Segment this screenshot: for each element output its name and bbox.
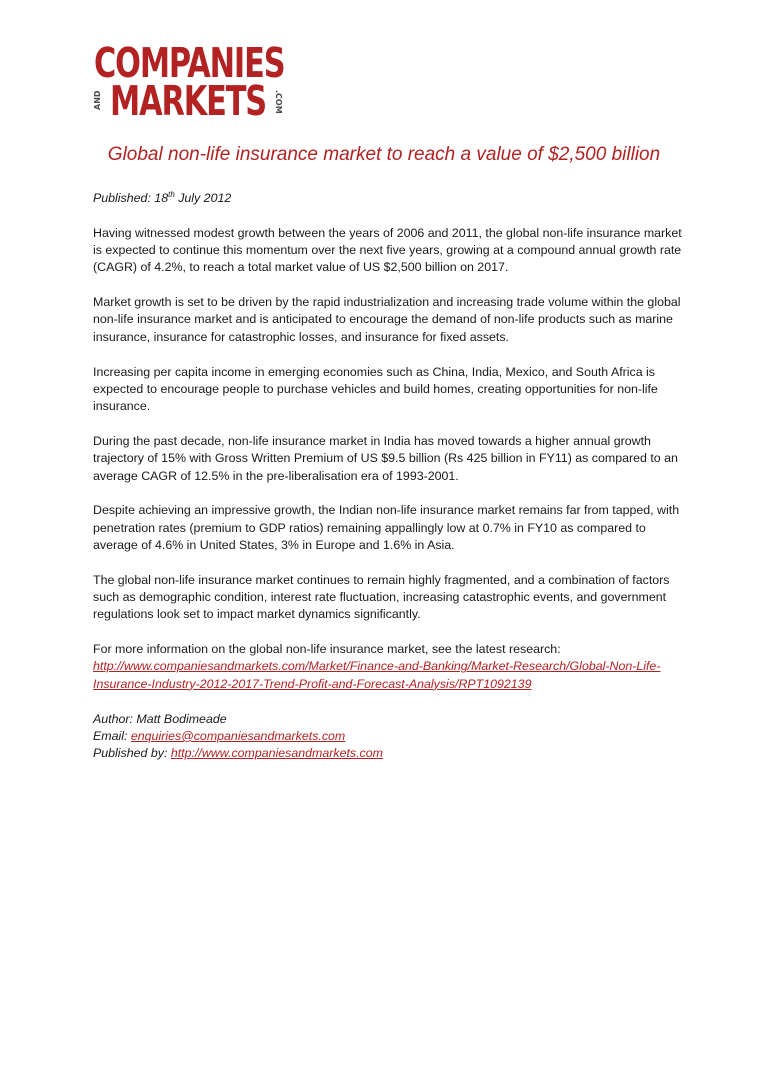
paragraph-5: Despite achieving an impressive growth, the Indian non-life insurance market remains far from tapped, with penetration rates (premium to GDP ratios) remaining appallingly low at 0.7% in FY10 as compared to average of 4.6% in United States, 3% in Europe and 1.6% in Asia. — [93, 503, 680, 552]
published-date — [93, 190, 683, 207]
paragraph-1: Having witnessed modest growth between the years of 2006 and 2011, the global non-life insurance market is expected to continue this momentum over the next five years, growing at a compound annual growth rate (CAGR) of 4.2%, to reach a total market value of US $2,500 billion on 2017. — [93, 225, 682, 275]
more-info-text: For more information on the global non-life insurance market, see the latest research: — [93, 642, 561, 657]
author-line: Author: Matt Bodimeade — [93, 711, 227, 726]
email-label: Email: — [93, 728, 131, 743]
published-suffix: th — [168, 189, 175, 199]
publisher-line — [93, 745, 683, 762]
publisher-link[interactable]: http://www.companiesandmarkets.com — [170, 746, 383, 761]
paragraph-6: The global non-life insurance market continues to remain highly fragmented, and a combination of factors such as demographic condition, interest rate fluctuation, increasing catastrophic events, and government regulations look set to impact market dynamics significantly. — [93, 572, 670, 622]
companiesandmarkets-logo — [93, 39, 294, 125]
press-release-body — [93, 190, 683, 762]
paragraph-3: Increasing per capita income in emerging economies such as China, India, Mexico, and South Africa is expected to encourage people to purchase vehicles and build homes, creating opportunities for non-life insurance. — [93, 364, 658, 414]
publisher-label: Published by: — [93, 746, 171, 761]
published-rest: July 2012 — [174, 191, 232, 205]
email-link[interactable]: enquiries@companiesandmarkets.com — [130, 728, 346, 743]
logo-line-companies: COMPANIES — [94, 39, 285, 87]
logo-and: AND — [93, 90, 102, 110]
research-link[interactable]: http://www.companiesandmarkets.com/Market/Finance-and-Banking/Market-Research/Global-Non-Life-Insurance-Industry-2012-2017-Trend-Profit-and-Forecast-Analysis/RPT1092139 — [93, 659, 661, 691]
paragraph-2: Market growth is set to be driven by the rapid industrialization and increasing trade volume within the global non-life insurance market and is anticipated to encourage the demand of non-life products such as marine insurance, insurance for catastrophic losses, and insurance for fixed assets. — [93, 295, 681, 344]
paragraph-4: During the past decade, non-life insurance market in India has moved towards a higher annual growth trajectory of 15% with Gross Written Premium of US $9.5 billion (Rs 425 billion in FY11) as compared to an average CAGR of 12.5% in the pre-liberalisation era of 1993-2001. — [93, 433, 678, 483]
logo-com: .COM — [274, 90, 283, 114]
logo-line-markets: MARKETS — [110, 77, 267, 125]
more-info-paragraph — [93, 641, 683, 693]
page-title: Global non-life insurance market to reach a value of $2,500 billion — [107, 144, 661, 165]
published-label: Published: 18 — [93, 191, 169, 205]
email-line — [93, 728, 683, 745]
author-block — [93, 711, 683, 763]
